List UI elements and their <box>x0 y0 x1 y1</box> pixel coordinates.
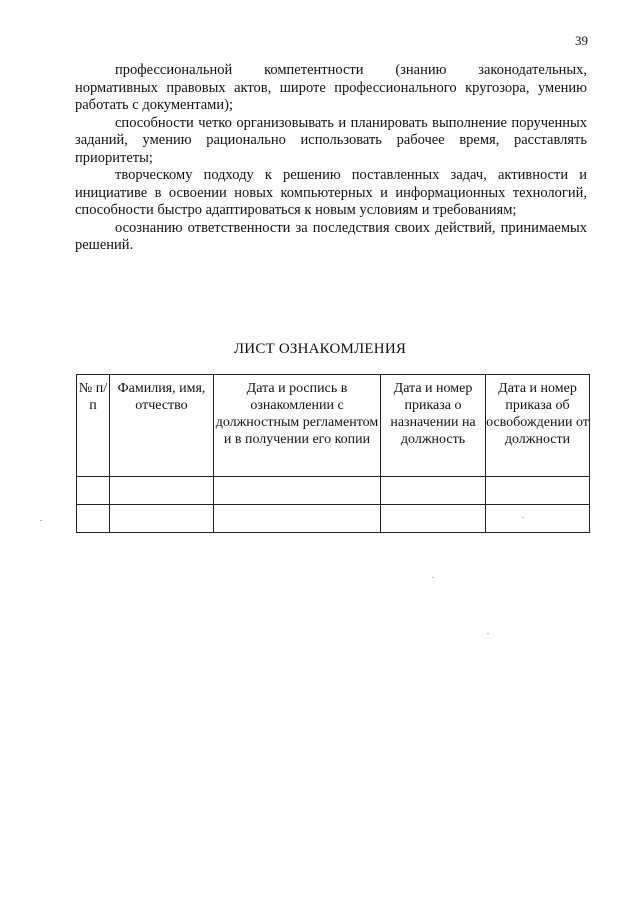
scan-speck <box>40 520 42 521</box>
table-cell[interactable] <box>77 505 110 533</box>
paragraph: творческому подходу к решению поставленных задач, активности и инициативе в освоении новых компьютерных и информационных технологий, способности быстро адаптироваться к новым условиям и требованиям; <box>75 167 587 218</box>
table-cell[interactable] <box>486 477 590 505</box>
scan-speck <box>432 577 434 578</box>
section-title: ЛИСТ ОЗНАКОМЛЕНИЯ <box>233 341 407 357</box>
column-header-appointment-order: Дата и номер приказа о назначении на должность <box>381 375 486 477</box>
table-cell[interactable] <box>110 477 214 505</box>
table-row <box>77 477 590 505</box>
table-cell[interactable] <box>77 477 110 505</box>
table-cell[interactable] <box>110 505 214 533</box>
paragraph: способности четко организовывать и планировать выполнение порученных заданий, умению рационально использовать рабочее время, расставлять приоритеты; <box>75 114 587 166</box>
column-header-dismissal-order: Дата и номер приказа об освобождении от должности <box>486 375 590 477</box>
table-cell[interactable] <box>214 505 381 533</box>
scan-speck <box>487 633 489 634</box>
page-number: 39 <box>575 33 588 48</box>
scan-speck <box>522 517 524 518</box>
table-header-row <box>77 375 590 477</box>
table-cell[interactable] <box>214 477 381 505</box>
column-header-signature-date: Дата и роспись в ознакомлении с должностным регламентом и в получении его копии <box>214 375 381 477</box>
body-text <box>75 62 587 255</box>
column-header-number: № п/п <box>77 375 110 477</box>
table-cell[interactable] <box>381 477 486 505</box>
table-cell[interactable] <box>381 505 486 533</box>
acknowledgment-table <box>76 374 590 533</box>
paragraph: профессиональной компетентности (знанию законодательных, нормативных правовых актов, широте профессионального кругозора, умению работать с документами); <box>75 62 587 113</box>
column-header-full-name: Фамилия, имя, отчество <box>110 375 214 477</box>
table-row <box>77 505 590 533</box>
table-cell[interactable] <box>486 505 590 533</box>
paragraph: осознанию ответственности за последствия своих действий, принимаемых решений. <box>75 219 587 253</box>
